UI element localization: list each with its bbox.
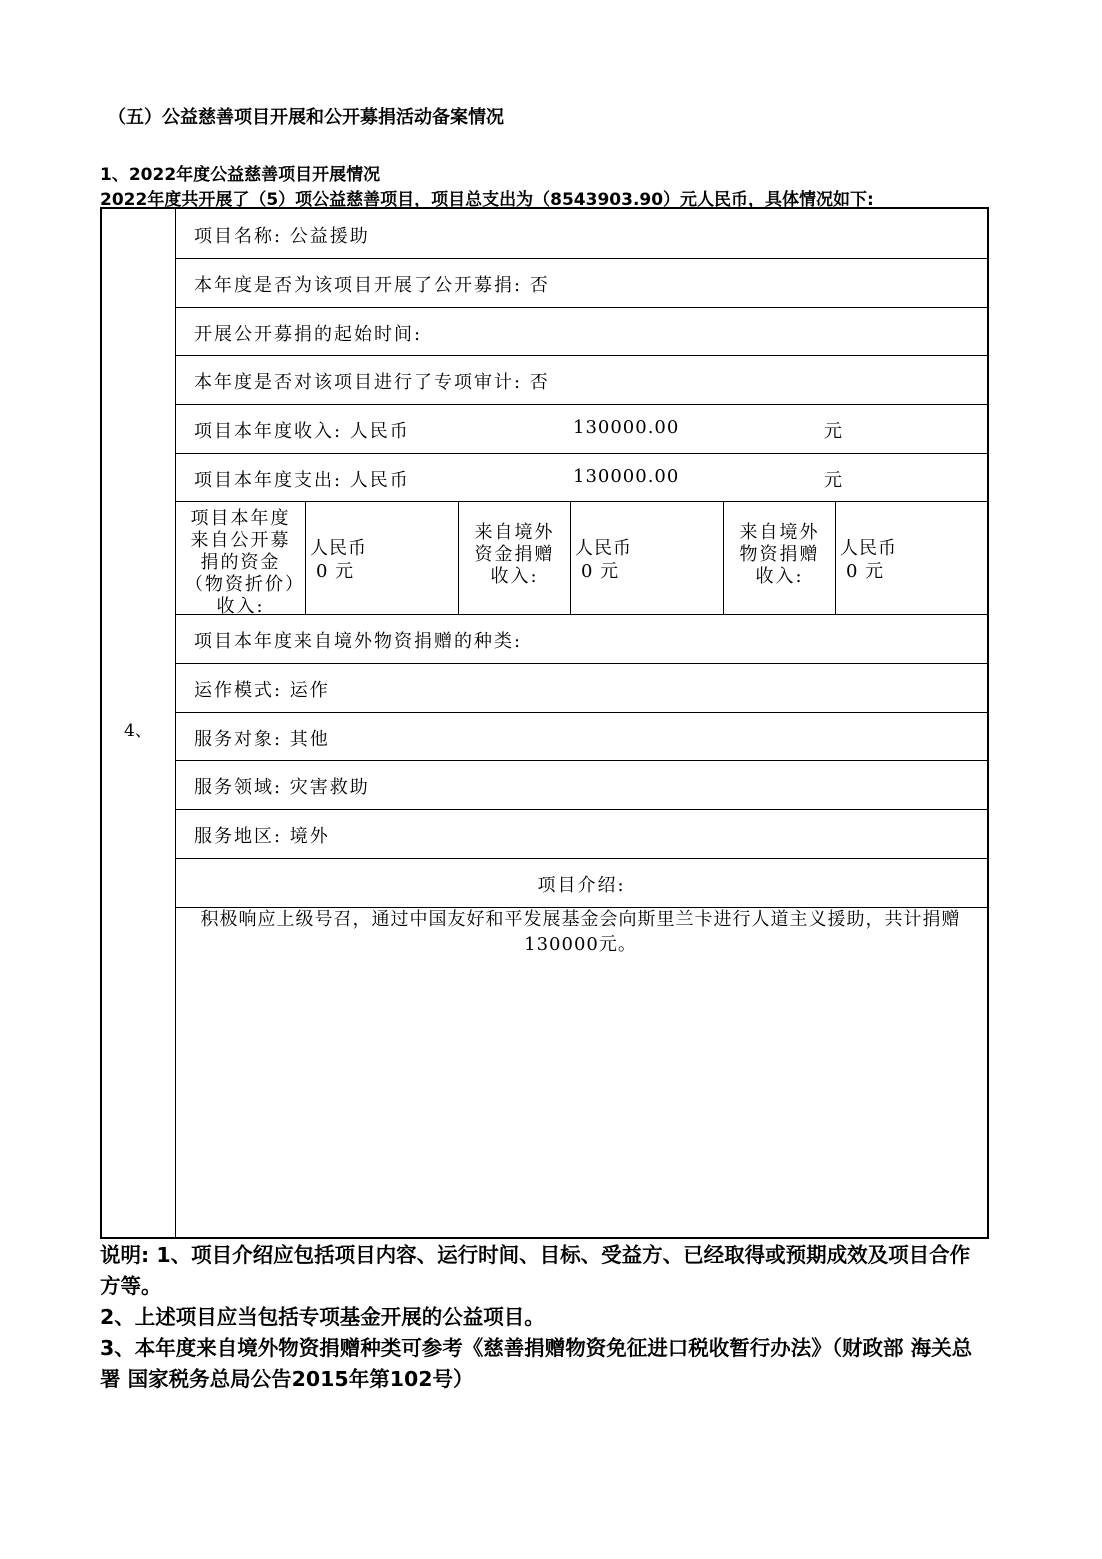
row-operation-mode [176, 664, 987, 713]
row-overseas-goods-types [176, 615, 987, 664]
intro-text: 积极响应上级号召，通过中国友好和平发展基金会向斯里兰卡进行人道主义援助，共计捐赠130000元。 [200, 909, 961, 955]
fundraising-start: 开展公开募捐的起始时间: [194, 324, 423, 345]
project-index: 4、 [124, 721, 152, 741]
project-name: 项目名称: 公益援助 [194, 226, 370, 247]
overseas-goods-value: 0 元 [846, 561, 885, 582]
income-label: 项目本年度收入: 人民币 [194, 421, 410, 442]
overseas-goods-label-cell [724, 502, 836, 614]
overseas-cash-label-cell [459, 502, 571, 614]
row-income [176, 405, 987, 454]
special-audit: 本年度是否对该项目进行了专项审计: 否 [194, 372, 550, 393]
row-fund-sources [176, 502, 987, 615]
overseas-goods-types: 项目本年度来自境外物资捐赠的种类: [194, 631, 523, 652]
public-fund-value: 0 元 [316, 561, 355, 582]
overseas-cash-value: 0 元 [581, 561, 620, 582]
service-field: 服务领域: 灾害救助 [194, 777, 370, 798]
note-line-1: 说明: 1、项目介绍应包括项目内容、运行时间、目标、受益方、已经取得或预期成效及项目合作方等。 [100, 1243, 971, 1298]
row-public-fundraising [176, 259, 987, 308]
intro-title: 项目介绍: [537, 875, 626, 896]
expense-label: 项目本年度支出: 人民币 [194, 470, 410, 491]
overseas-cash-value-cell [571, 502, 724, 614]
expense-amount: 130000.00 [573, 466, 680, 487]
overseas-cash-label: 来自境外资金捐赠收入: [474, 522, 555, 587]
public-fund-value-cell [306, 502, 459, 614]
row-intro-title [176, 859, 987, 908]
row-project-name [176, 209, 987, 259]
overseas-goods-label: 来自境外物资捐赠收入: [739, 522, 820, 587]
summary-line: 2022年度共开展了（5）项公益慈善项目，项目总支出为（8543903.90）元人民币，具体情况如下: [100, 190, 874, 210]
public-fund-label: 项目本年度来自公开募捐的资金（物资折价）收入: [185, 508, 296, 617]
public-fundraising: 本年度是否为该项目开展了公开募捐: 否 [194, 275, 550, 296]
section-title: （五）公益慈善项目开展和公开募捐活动备案情况 [108, 107, 504, 128]
income-unit: 元 [824, 421, 844, 442]
overseas-goods-value-cell [836, 502, 987, 614]
service-target: 服务对象: 其他 [194, 729, 330, 750]
row-service-target [176, 713, 987, 761]
overseas-goods-currency: 人民币 [840, 538, 897, 559]
operation-mode: 运作模式: 运作 [194, 680, 330, 701]
index-column [102, 209, 176, 1237]
public-fund-currency: 人民币 [310, 538, 367, 559]
income-amount: 130000.00 [573, 417, 680, 438]
project-table [100, 207, 989, 1239]
row-fundraising-start [176, 308, 987, 356]
note-line-2: 2、上述项目应当包括专项基金开展的公益项目。 [100, 1305, 545, 1329]
note-line-3: 3、本年度来自境外物资捐赠种类可参考《慈善捐赠物资免征进口税收暂行办法》（财政部 海关总署 国家税务总局公告2015年第102号） [100, 1336, 973, 1391]
notes [100, 1240, 990, 1395]
public-fund-label-cell [176, 502, 306, 617]
row-special-audit [176, 356, 987, 405]
row-service-region [176, 810, 987, 859]
service-region: 服务地区: 境外 [194, 826, 330, 847]
overseas-cash-currency: 人民币 [575, 538, 632, 559]
sub-title: 1、2022年度公益慈善项目开展情况 [100, 165, 381, 185]
row-expense [176, 454, 987, 502]
row-service-field [176, 761, 987, 810]
expense-unit: 元 [824, 470, 844, 491]
